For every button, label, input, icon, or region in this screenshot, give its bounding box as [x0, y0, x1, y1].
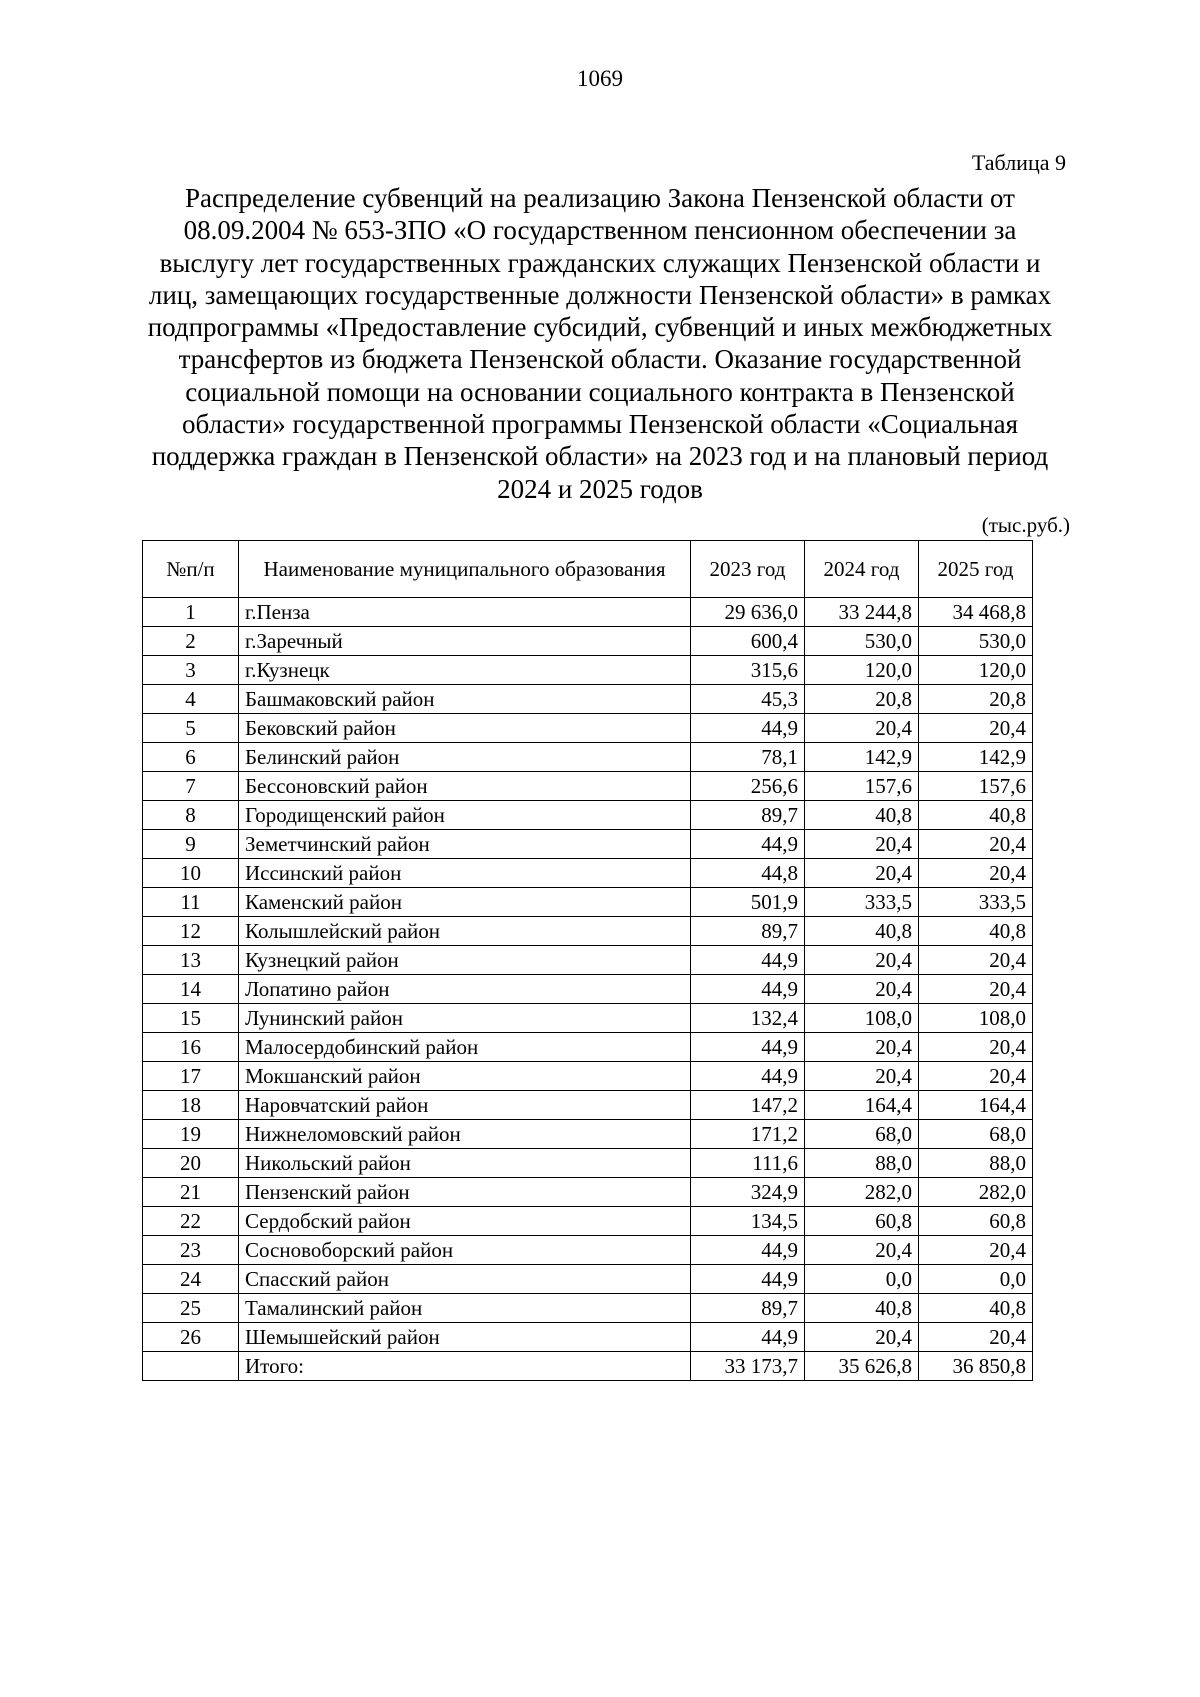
- cell-number: 7: [143, 772, 239, 801]
- table-row: [143, 1062, 1033, 1091]
- cell-2024: 20,4: [805, 859, 919, 888]
- cell-number: 22: [143, 1207, 239, 1236]
- table-row: [143, 888, 1033, 917]
- table-row: [143, 946, 1033, 975]
- cell-number: 10: [143, 859, 239, 888]
- table-row: [143, 1236, 1033, 1265]
- cell-2024: 20,4: [805, 946, 919, 975]
- cell-2025: 34 468,8: [919, 598, 1033, 627]
- cell-2025: 333,5: [919, 888, 1033, 917]
- cell-number: [143, 1352, 239, 1381]
- table-row: [143, 1004, 1033, 1033]
- cell-municipality: Сосновоборский район: [239, 1236, 691, 1265]
- table-row: [143, 1149, 1033, 1178]
- cell-2023: 171,2: [691, 1120, 805, 1149]
- cell-2025: 108,0: [919, 1004, 1033, 1033]
- cell-municipality: г.Кузнецк: [239, 656, 691, 685]
- cell-2023: 315,6: [691, 656, 805, 685]
- cell-municipality: Малосердобинский район: [239, 1033, 691, 1062]
- table-row: [143, 975, 1033, 1004]
- table-row: [143, 1265, 1033, 1294]
- cell-2025: 60,8: [919, 1207, 1033, 1236]
- cell-2025: 20,4: [919, 830, 1033, 859]
- cell-2024: 40,8: [805, 801, 919, 830]
- cell-municipality: г.Пенза: [239, 598, 691, 627]
- cell-2025: 20,4: [919, 714, 1033, 743]
- cell-2023: 111,6: [691, 1149, 805, 1178]
- cell-municipality: Нижнеломовский район: [239, 1120, 691, 1149]
- document-title: Распределение субвенций на реализацию Закона Пензенской области от 08.09.2004 № 653-ЗПО «О государственном пенсионном обеспечении за выслугу лет государственных гражданских служащих Пензенской области и лиц, замещающих государственные должности Пензенской области» в рамках подпрограммы «Предоставление субсидий, субвенций и иных межбюджетных трансфертов из бюджета Пензенской области. Оказание государственной социальной помощи на основании социального контракта в Пензенской области» государственной программы Пензенской области «Социальная поддержка граждан в Пензенской области» на 2023 год и на плановый период 2024 и 2025 годов: [147, 183, 1053, 504]
- table-row: [143, 1178, 1033, 1207]
- cell-2024: 20,4: [805, 714, 919, 743]
- cell-2025: 20,4: [919, 1033, 1033, 1062]
- cell-municipality: Никольский район: [239, 1149, 691, 1178]
- table-row: [143, 1091, 1033, 1120]
- cell-2024: 40,8: [805, 917, 919, 946]
- cell-2024: 35 626,8: [805, 1352, 919, 1381]
- cell-municipality: Наровчатский район: [239, 1091, 691, 1120]
- cell-municipality: Каменский район: [239, 888, 691, 917]
- cell-number: 18: [143, 1091, 239, 1120]
- units-label: (тыс.руб.): [981, 513, 1070, 537]
- cell-2025: 68,0: [919, 1120, 1033, 1149]
- cell-municipality: Лопатино район: [239, 975, 691, 1004]
- cell-number: 1: [143, 598, 239, 627]
- cell-2023: 44,9: [691, 1033, 805, 1062]
- cell-2024: 68,0: [805, 1120, 919, 1149]
- cell-municipality: Колышлейский район: [239, 917, 691, 946]
- table-row: [143, 859, 1033, 888]
- cell-number: 25: [143, 1294, 239, 1323]
- subvention-table: [142, 540, 1033, 1381]
- cell-2025: 20,8: [919, 685, 1033, 714]
- table-row: [143, 1033, 1033, 1062]
- cell-2025: 120,0: [919, 656, 1033, 685]
- cell-municipality: Итого:: [239, 1352, 691, 1381]
- cell-2023: 256,6: [691, 772, 805, 801]
- cell-municipality: Иссинский район: [239, 859, 691, 888]
- table-label: Таблица 9: [971, 150, 1066, 175]
- cell-2024: 142,9: [805, 743, 919, 772]
- page-number: 1069: [577, 66, 623, 91]
- table-row: [143, 656, 1033, 685]
- cell-number: 2: [143, 627, 239, 656]
- cell-municipality: Тамалинский район: [239, 1294, 691, 1323]
- cell-municipality: Мокшанский район: [239, 1062, 691, 1091]
- table-row: [143, 1207, 1033, 1236]
- cell-2025: 282,0: [919, 1178, 1033, 1207]
- cell-number: 17: [143, 1062, 239, 1091]
- cell-2023: 134,5: [691, 1207, 805, 1236]
- table-row: [143, 801, 1033, 830]
- cell-2025: 142,9: [919, 743, 1033, 772]
- cell-number: 6: [143, 743, 239, 772]
- table-row: [143, 627, 1033, 656]
- cell-municipality: Спасский район: [239, 1265, 691, 1294]
- cell-municipality: Бековский район: [239, 714, 691, 743]
- cell-municipality: Пензенский район: [239, 1178, 691, 1207]
- cell-2024: 333,5: [805, 888, 919, 917]
- cell-number: 9: [143, 830, 239, 859]
- cell-2024: 120,0: [805, 656, 919, 685]
- cell-2023: 89,7: [691, 917, 805, 946]
- cell-2025: 20,4: [919, 975, 1033, 1004]
- table-row: [143, 1323, 1033, 1352]
- cell-2023: 89,7: [691, 801, 805, 830]
- cell-2023: 44,9: [691, 1265, 805, 1294]
- cell-2024: 20,4: [805, 975, 919, 1004]
- cell-municipality: Сердобский район: [239, 1207, 691, 1236]
- cell-2024: 108,0: [805, 1004, 919, 1033]
- table-row: [143, 743, 1033, 772]
- cell-number: 13: [143, 946, 239, 975]
- cell-2025: 20,4: [919, 859, 1033, 888]
- cell-2023: 132,4: [691, 1004, 805, 1033]
- cell-2024: 20,4: [805, 1062, 919, 1091]
- table-header-row: [143, 541, 1033, 598]
- table-row: [143, 830, 1033, 859]
- cell-2023: 44,9: [691, 946, 805, 975]
- cell-2025: 530,0: [919, 627, 1033, 656]
- cell-number: 21: [143, 1178, 239, 1207]
- cell-2025: 88,0: [919, 1149, 1033, 1178]
- cell-2023: 29 636,0: [691, 598, 805, 627]
- cell-number: 16: [143, 1033, 239, 1062]
- cell-number: 12: [143, 917, 239, 946]
- cell-municipality: Бессоновский район: [239, 772, 691, 801]
- cell-number: 14: [143, 975, 239, 1004]
- cell-2023: 44,9: [691, 1323, 805, 1352]
- cell-municipality: Кузнецкий район: [239, 946, 691, 975]
- cell-municipality: Лунинский район: [239, 1004, 691, 1033]
- cell-2023: 44,9: [691, 1236, 805, 1265]
- cell-2024: 164,4: [805, 1091, 919, 1120]
- cell-2025: 20,4: [919, 1323, 1033, 1352]
- table-row: [143, 598, 1033, 627]
- col-header-2025: 2025 год: [919, 541, 1033, 598]
- cell-2023: 89,7: [691, 1294, 805, 1323]
- cell-2024: 20,4: [805, 1323, 919, 1352]
- cell-2023: 600,4: [691, 627, 805, 656]
- cell-2023: 45,3: [691, 685, 805, 714]
- cell-2024: 33 244,8: [805, 598, 919, 627]
- cell-2025: 40,8: [919, 1294, 1033, 1323]
- table-row: [143, 917, 1033, 946]
- col-header-municipality: Наименование муниципального образования: [239, 541, 691, 598]
- cell-municipality: г.Заречный: [239, 627, 691, 656]
- cell-2023: 501,9: [691, 888, 805, 917]
- cell-2025: 0,0: [919, 1265, 1033, 1294]
- col-header-number: №п/п: [143, 541, 239, 598]
- cell-number: 19: [143, 1120, 239, 1149]
- cell-2023: 44,9: [691, 830, 805, 859]
- table-total-row: [143, 1352, 1033, 1381]
- cell-2024: 20,4: [805, 1033, 919, 1062]
- cell-2023: 147,2: [691, 1091, 805, 1120]
- table-row: [143, 714, 1033, 743]
- cell-municipality: Земетчинский район: [239, 830, 691, 859]
- cell-2023: 78,1: [691, 743, 805, 772]
- cell-2024: 40,8: [805, 1294, 919, 1323]
- table-row: [143, 772, 1033, 801]
- cell-number: 3: [143, 656, 239, 685]
- cell-2024: 60,8: [805, 1207, 919, 1236]
- cell-2024: 0,0: [805, 1265, 919, 1294]
- cell-2025: 36 850,8: [919, 1352, 1033, 1381]
- cell-2025: 20,4: [919, 1236, 1033, 1265]
- cell-2023: 33 173,7: [691, 1352, 805, 1381]
- cell-2023: 44,8: [691, 859, 805, 888]
- cell-2025: 164,4: [919, 1091, 1033, 1120]
- cell-2024: 530,0: [805, 627, 919, 656]
- cell-number: 20: [143, 1149, 239, 1178]
- cell-2023: 324,9: [691, 1178, 805, 1207]
- cell-number: 5: [143, 714, 239, 743]
- cell-number: 24: [143, 1265, 239, 1294]
- cell-2023: 44,9: [691, 1062, 805, 1091]
- cell-number: 11: [143, 888, 239, 917]
- cell-2025: 40,8: [919, 801, 1033, 830]
- cell-2024: 282,0: [805, 1178, 919, 1207]
- cell-municipality: Башмаковский район: [239, 685, 691, 714]
- cell-2024: 20,4: [805, 1236, 919, 1265]
- cell-2024: 157,6: [805, 772, 919, 801]
- cell-2025: 40,8: [919, 917, 1033, 946]
- table-row: [143, 685, 1033, 714]
- cell-municipality: Шемышейский район: [239, 1323, 691, 1352]
- cell-number: 23: [143, 1236, 239, 1265]
- col-header-2023: 2023 год: [691, 541, 805, 598]
- cell-2023: 44,9: [691, 975, 805, 1004]
- cell-number: 15: [143, 1004, 239, 1033]
- cell-2025: 20,4: [919, 946, 1033, 975]
- table-body: [143, 598, 1033, 1381]
- cell-2023: 44,9: [691, 714, 805, 743]
- cell-2025: 157,6: [919, 772, 1033, 801]
- cell-municipality: Городищенский район: [239, 801, 691, 830]
- cell-number: 26: [143, 1323, 239, 1352]
- cell-2024: 88,0: [805, 1149, 919, 1178]
- cell-2025: 20,4: [919, 1062, 1033, 1091]
- cell-2024: 20,4: [805, 830, 919, 859]
- table-row: [143, 1120, 1033, 1149]
- table-row: [143, 1294, 1033, 1323]
- cell-number: 4: [143, 685, 239, 714]
- cell-number: 8: [143, 801, 239, 830]
- cell-municipality: Белинский район: [239, 743, 691, 772]
- cell-2024: 20,8: [805, 685, 919, 714]
- col-header-2024: 2024 год: [805, 541, 919, 598]
